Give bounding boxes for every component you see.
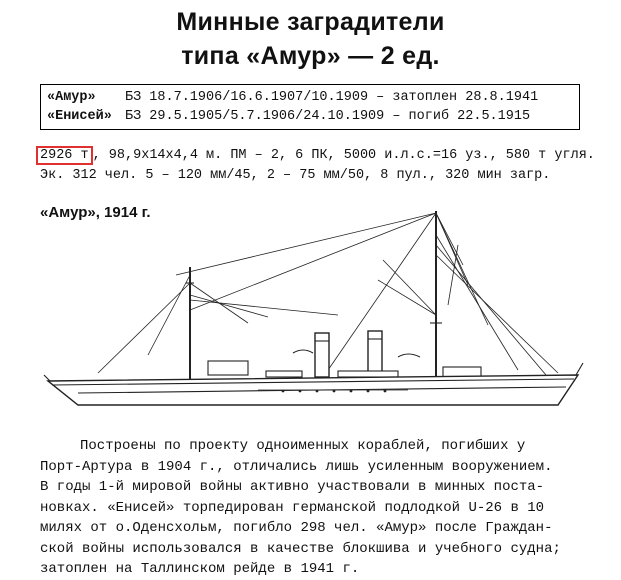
specifications — [40, 146, 615, 186]
description-line: Построены по проекту одноименных кораблей, погибших у — [80, 438, 526, 454]
ship-name: «Енисей» — [47, 109, 112, 124]
ship-history-row — [47, 109, 530, 124]
specs-line-1-text: , 98,9x14x4,4 м. ПМ – 2, 6 ПК, 5000 и.л.с.=16 уз., 580 т угля. — [92, 148, 595, 163]
ship-history: БЗ 29.5.1905/5.7.1906/24.10.1909 – погиб 22.5.1915 — [125, 109, 531, 124]
specs-line-2: Эк. 312 чел. 5 – 120 мм/45, 2 – 75 мм/50, 8 пул., 320 мин загр. — [40, 168, 551, 183]
ship-history-box — [40, 84, 580, 130]
page-subtitle: типа «Амур» — 2 ед. — [181, 42, 440, 70]
description-line: милях от о.Оденсхольм, погибло 298 чел. «Амур» после Граждан- — [40, 520, 553, 536]
specs-line-1 — [40, 146, 615, 166]
ship-name: «Амур» — [47, 90, 96, 105]
description-line: новках. «Енисей» торпедирован германской подлодкой U-26 в 10 — [40, 499, 545, 516]
page-title: Минные заградители — [176, 8, 445, 36]
description-line: Порт-Артура в 1904 г., отличались лишь усиленным вооружением. — [40, 458, 553, 475]
illustration-caption: «Амур», 1914 г. — [40, 204, 151, 221]
description-line: затоплен на Таллинском рейде в 1941 г. — [40, 561, 360, 577]
description-line: ской войны использовался в качестве блокшива и учебного судна; — [40, 540, 561, 557]
description-paragraph — [40, 436, 605, 580]
description-line: В годы 1-й мировой войны активно участвовали в минных поста- — [40, 479, 545, 495]
ship-side-profile-drawing — [38, 205, 608, 440]
ship-history-row — [47, 90, 538, 105]
ship-history: БЗ 18.7.1906/16.6.1907/10.1909 – затоплен 28.8.1941 — [125, 90, 539, 105]
displacement-highlight: 2926 т — [36, 146, 93, 165]
